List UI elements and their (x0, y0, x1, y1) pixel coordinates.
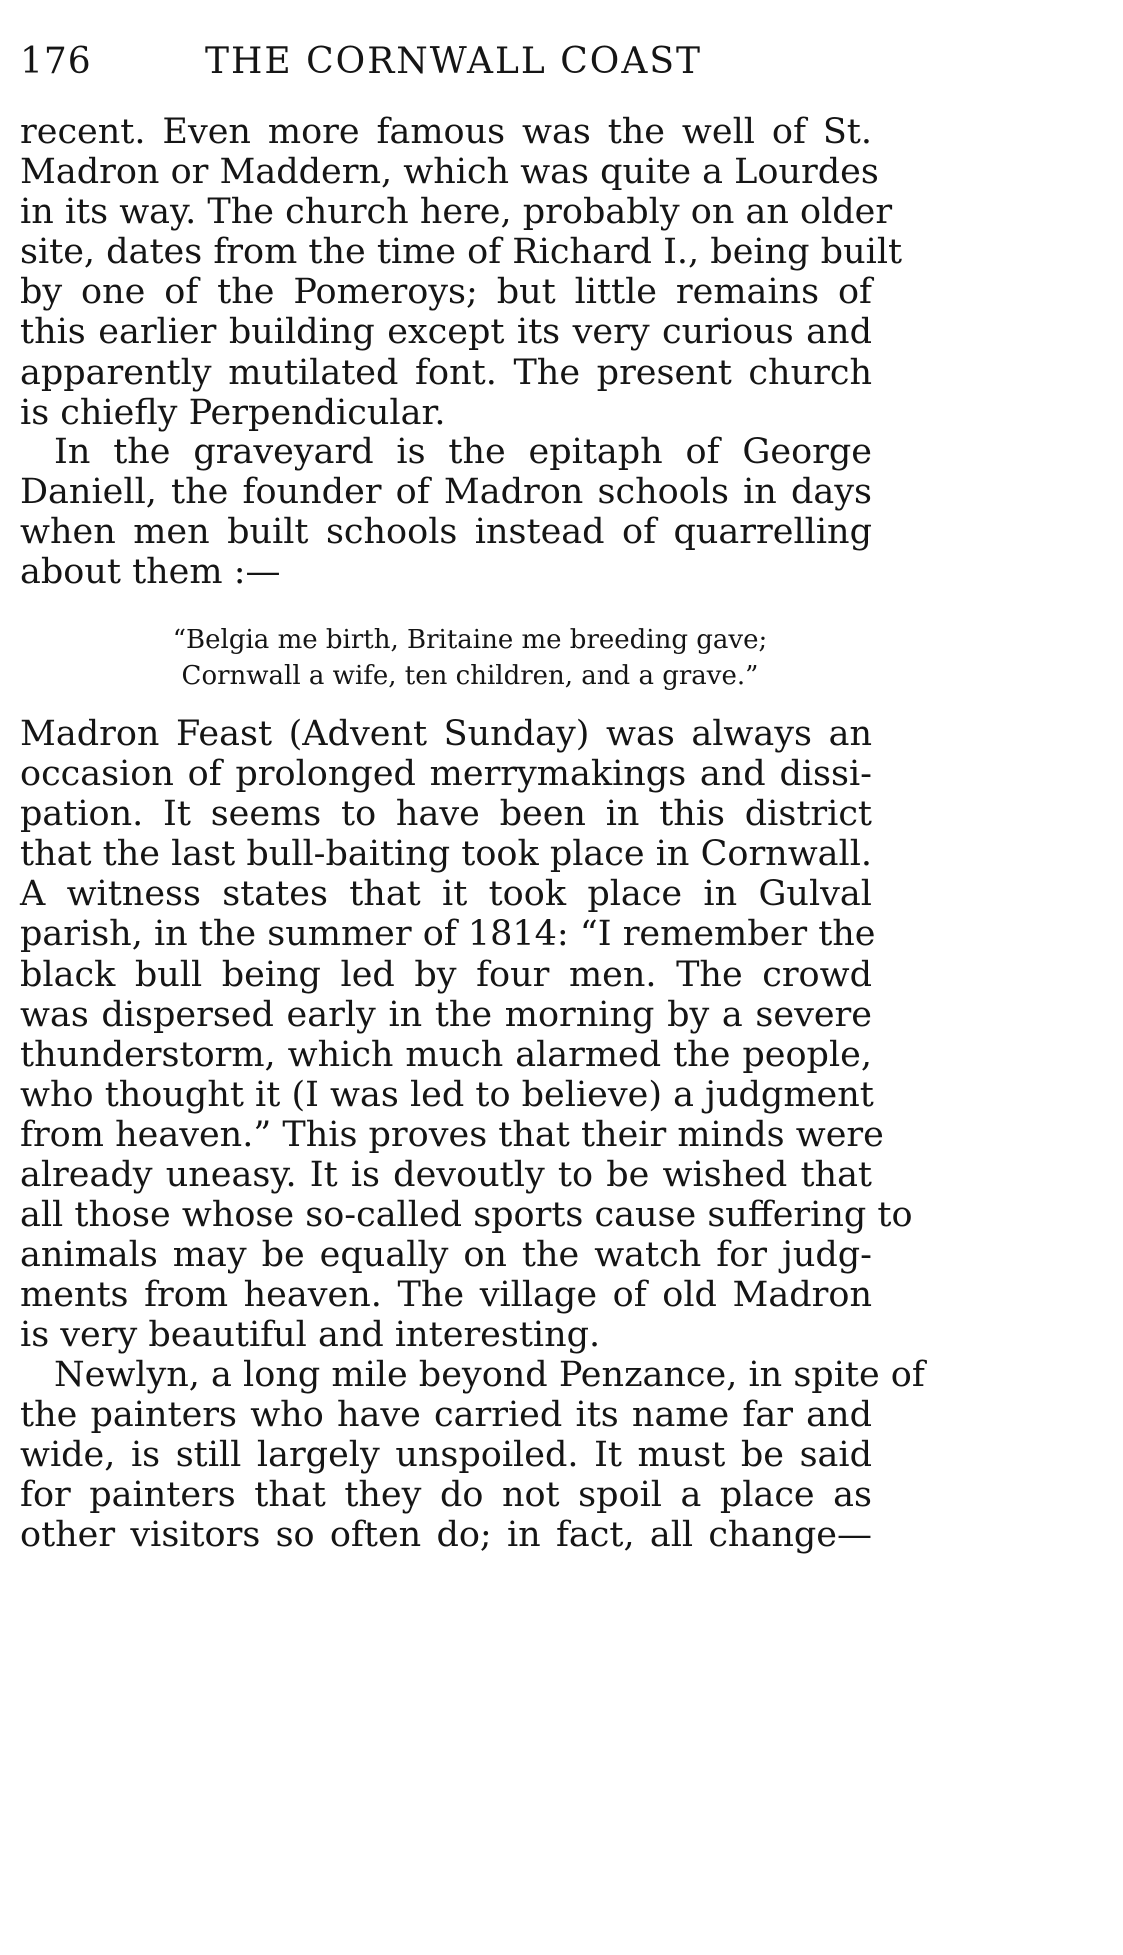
text-line: that the last bull-baiting took place in Cornwall. (20, 834, 873, 875)
running-title: THE CORNWALL COAST (205, 41, 702, 82)
text-line: was dispersed early in the morning by a severe (20, 994, 872, 1035)
page-number: 176 (20, 41, 92, 82)
text-line: animals may be equally on the watch for judg- (20, 1235, 872, 1276)
text-line: by one of the Pomeroys; but little remains of (20, 272, 872, 313)
text-line: recent. Even more famous was the well of St. (20, 112, 872, 152)
text-line: already uneasy. It is devoutly to be wished that (20, 1155, 872, 1196)
text-line: apparently mutilated font. The present church (20, 352, 872, 393)
paragraph-newlyn (20, 1355, 925, 1556)
epitaph-quotation (20, 622, 920, 694)
text-line: Daniell, the founder of Madron schools in days (20, 472, 872, 513)
text-line: occasion of prolonged merrymakings and dissi- (20, 754, 872, 795)
paragraph-madron-feast (20, 714, 913, 1356)
text-line: the painters who have carried its name far and (20, 1395, 872, 1436)
text-line: is chiefly Perpendicular. (20, 392, 446, 433)
epitaph-line: Cornwall a wife, ten children, and a grave.” (181, 661, 759, 691)
text-line: pation. It seems to have been in this district (20, 794, 872, 835)
paragraph-graveyard-epitaph (20, 432, 872, 592)
text-line: this earlier building except its very curious and (20, 312, 872, 353)
text-line: is very beautiful and interesting. (20, 1315, 601, 1356)
text-line: about them :— (20, 552, 281, 593)
text-line: In the graveyard is the epitaph of George (54, 432, 872, 472)
text-line: ments from heaven. The village of old Madron (20, 1275, 872, 1316)
text-line: parish, in the summer of 1814: “I remember the (20, 914, 876, 955)
text-line: for painters that they do not spoil a place as (20, 1475, 872, 1516)
text-line: A witness states that it took place in Gulval (20, 874, 872, 915)
text-line: other visitors so often do; in fact, all change— (20, 1515, 872, 1556)
text-line: black bull being led by four men. The crowd (20, 954, 872, 995)
text-line: all those whose so-called sports cause suffering to (20, 1195, 913, 1236)
text-line: in its way. The church here, probably on an older (20, 192, 893, 233)
text-line: thunderstorm, which much alarmed the people, (20, 1034, 872, 1075)
text-line: Madron Feast (Advent Sunday) was always an (20, 714, 872, 754)
text-line: from heaven.” This proves that their minds were (20, 1114, 884, 1155)
paragraph-well-of-st-madron (20, 112, 903, 433)
text-line: who thought it (I was led to believe) a judgment (20, 1074, 874, 1115)
text-line: Newlyn, a long mile beyond Penzance, in spite of (54, 1355, 925, 1395)
text-line: site, dates from the time of Richard I., being built (20, 232, 903, 273)
epitaph-line: “Belgia me birth, Britaine me breeding gave; (172, 625, 768, 655)
page-header (20, 40, 860, 90)
text-line: wide, is still largely unspoiled. It must be said (20, 1435, 872, 1476)
text-line: when men built schools instead of quarrelling (20, 512, 872, 553)
text-line: Madron or Maddern, which was quite a Lourdes (20, 152, 879, 193)
